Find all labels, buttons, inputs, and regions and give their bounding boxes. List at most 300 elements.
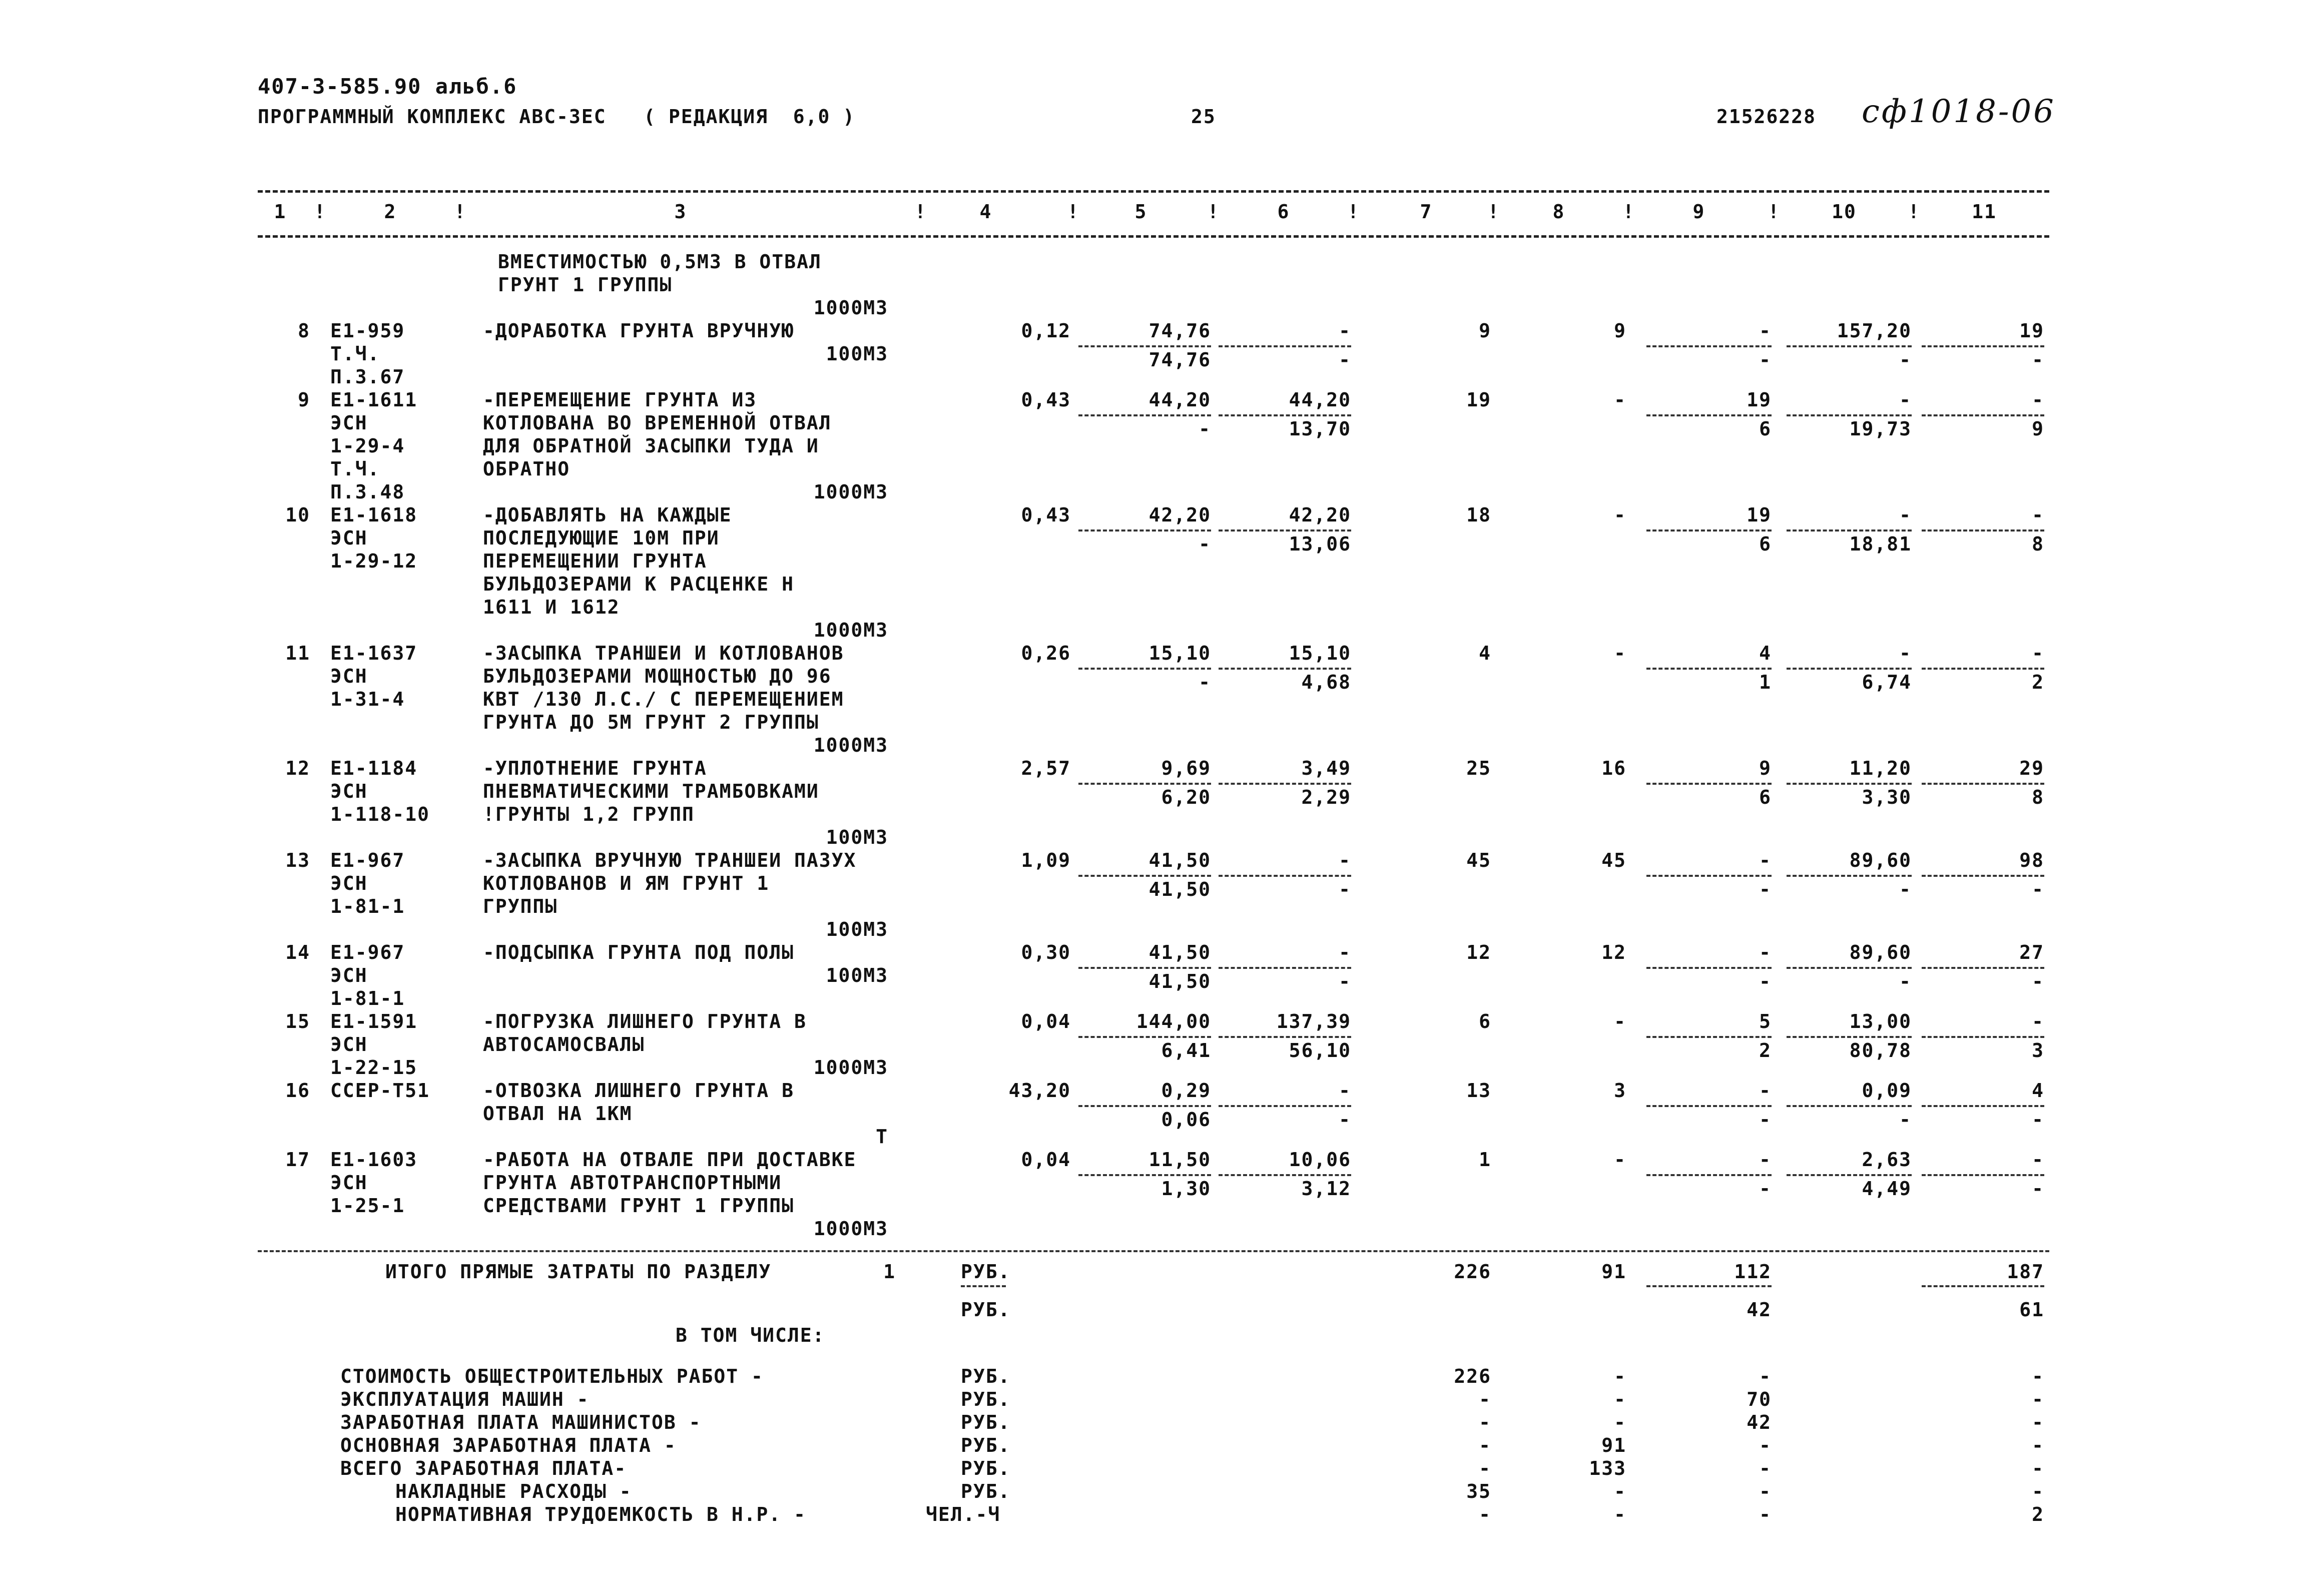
value-c4: 1,09 — [1021, 849, 1071, 871]
summary-label: ВСЕГО ЗАРАБОТНАЯ ПЛАТА- — [340, 1457, 627, 1479]
rate-code: ЭСН — [330, 1172, 368, 1194]
value-c4: 0,04 — [1021, 1010, 1071, 1032]
row-divider — [1078, 414, 1211, 416]
value-c9b: 2 — [1759, 1039, 1772, 1061]
row-divider — [1787, 783, 1912, 785]
value-c11: - — [2032, 642, 2044, 664]
work-description: -ПОДСЫПКА ГРУНТА ПОД ПОЛЫ — [483, 941, 794, 963]
value-c4: 0,30 — [1021, 941, 1071, 963]
value-c6b: 2,29 — [1301, 786, 1351, 808]
totals-c11: 187 — [2007, 1261, 2044, 1283]
rate-code: Е1-1603 — [330, 1149, 418, 1171]
value-c5: 44,20 — [1148, 389, 1211, 411]
row-divider — [1646, 1036, 1772, 1038]
work-description: БУЛЬДОЗЕРАМИ МОЩНОСТЬЮ ДО 96 — [483, 665, 832, 687]
row-divider — [1787, 345, 1912, 347]
summary-label: ЗАРАБОТНАЯ ПЛАТА МАШИНИСТОВ - — [340, 1411, 702, 1433]
rate-code: Е1-1611 — [330, 389, 418, 411]
row-divider — [1078, 529, 1211, 531]
row-number: 9 — [298, 389, 310, 411]
value-c8: 12 — [1601, 941, 1626, 963]
rate-code: 1-81-1 — [330, 895, 405, 917]
value-c10: - — [1899, 642, 1912, 664]
continuation-text: ГРУНТ 1 ГРУППЫ — [498, 274, 673, 296]
unit-label: 1000М3 — [813, 619, 888, 641]
column-number: 6 — [1277, 201, 1290, 223]
summary-unit: РУБ. — [961, 1365, 1011, 1387]
value-c10b: 4,49 — [1862, 1178, 1912, 1200]
row-divider — [1922, 783, 2044, 785]
row-divider — [1078, 875, 1211, 877]
value-c5b: 1,30 — [1161, 1178, 1211, 1200]
value-c10: 11,20 — [1849, 757, 1912, 779]
handwritten-note: сф1018-06 — [1862, 93, 2056, 130]
value-c10b: - — [1899, 349, 1912, 371]
rate-code: Е1-967 — [330, 849, 405, 871]
value-c11: - — [2032, 1149, 2044, 1171]
work-description: -УПЛОТНЕНИЕ ГРУНТА — [483, 757, 707, 779]
rate-code: 1-22-15 — [330, 1056, 418, 1079]
value-c5: 11,50 — [1148, 1149, 1211, 1171]
unit-label: Т — [876, 1126, 888, 1148]
rate-code: ЭСН — [330, 872, 368, 894]
value-c10: 89,60 — [1849, 849, 1912, 871]
value-c10b: 3,30 — [1862, 786, 1912, 808]
value-c11: - — [2032, 389, 2044, 411]
summary-unit: РУБ. — [961, 1457, 1011, 1479]
row-divider — [1922, 1105, 2044, 1107]
row-divider — [1922, 414, 2044, 416]
value-c11b: 2 — [2032, 671, 2044, 693]
value-c11b: - — [2032, 1178, 2044, 1200]
value-c6: 44,20 — [1289, 389, 1351, 411]
row-divider — [1219, 875, 1351, 877]
value-c9: 19 — [1747, 389, 1772, 411]
value-c4: 0,43 — [1021, 389, 1071, 411]
summary-label: СТОИМОСТЬ ОБЩЕСТРОИТЕЛЬНЫХ РАБОТ - — [340, 1365, 764, 1387]
row-number: 12 — [285, 757, 310, 779]
rate-code: П.3.67 — [330, 366, 405, 388]
value-c9: - — [1759, 1080, 1772, 1102]
unit-label: 100М3 — [826, 826, 888, 848]
summary-c8: - — [1614, 1480, 1626, 1502]
value-c5b: - — [1199, 671, 1211, 693]
value-c6: 10,06 — [1289, 1149, 1351, 1171]
row-divider — [1646, 414, 1772, 416]
value-c9b: - — [1759, 878, 1772, 900]
work-description: -РАБОТА НА ОТВАЛЕ ПРИ ДОСТАВКЕ — [483, 1149, 857, 1171]
value-c10b: 19,73 — [1849, 418, 1912, 440]
value-c9b: - — [1759, 970, 1772, 992]
summary-c9: - — [1759, 1434, 1772, 1456]
value-c5: 74,76 — [1148, 320, 1211, 342]
value-c6: - — [1339, 1080, 1351, 1102]
value-c5: 42,20 — [1148, 504, 1211, 526]
value-c10b: 6,74 — [1862, 671, 1912, 693]
column-separator: ! — [1347, 201, 1360, 223]
value-c11: - — [2032, 504, 2044, 526]
row-divider — [1219, 1036, 1351, 1038]
summary-c9: 42 — [1747, 1411, 1772, 1433]
document-number: 21526228 — [1716, 106, 1817, 128]
summary-c9: - — [1759, 1480, 1772, 1502]
continuation-text: ВМЕСТИМОСТЬЮ 0,5М3 В ОТВАЛ — [498, 251, 822, 273]
totals-label: ИТОГО ПРЯМЫЕ ЗАТРАТЫ ПО РАЗДЕЛУ — [385, 1261, 772, 1283]
value-c5: 144,00 — [1136, 1010, 1211, 1032]
value-c5: 41,50 — [1148, 941, 1211, 963]
work-description: БУЛЬДОЗЕРАМИ К РАСЦЕНКЕ Н — [483, 573, 794, 595]
work-description: КОТЛОВАНОВ И ЯМ ГРУНТ 1 — [483, 872, 770, 894]
work-description: -ДОРАБОТКА ГРУНТА ВРУЧНУЮ — [483, 320, 794, 342]
summary-c8: - — [1614, 1411, 1626, 1433]
column-separator: ! — [1768, 201, 1781, 223]
row-divider — [1219, 1105, 1351, 1107]
row-divider — [1787, 1036, 1912, 1038]
value-c6: 3,49 — [1301, 757, 1351, 779]
row-divider — [1787, 967, 1912, 969]
rate-code: Е1-967 — [330, 941, 405, 963]
value-c9: 4 — [1759, 642, 1772, 664]
value-c11b: - — [2032, 970, 2044, 992]
column-number: 9 — [1692, 201, 1705, 223]
column-number: 10 — [1832, 201, 1857, 223]
work-description: СРЕДСТВАМИ ГРУНТ 1 ГРУППЫ — [483, 1195, 794, 1217]
column-separator: ! — [1207, 201, 1220, 223]
totals-unit: РУБ. — [961, 1261, 1011, 1283]
value-c5b: 41,50 — [1148, 878, 1211, 900]
value-c6b: 3,12 — [1301, 1178, 1351, 1200]
value-c10b: 18,81 — [1849, 533, 1912, 555]
unit-label: 100М3 — [826, 918, 888, 940]
value-c6b: - — [1339, 878, 1351, 900]
row-divider — [1646, 345, 1772, 347]
unit-label: 1000М3 — [813, 734, 888, 756]
subtitle: В ТОМ ЧИСЛЕ: — [676, 1324, 825, 1346]
summary-c7: 35 — [1466, 1480, 1491, 1502]
row-divider — [1646, 967, 1772, 969]
row-number: 11 — [285, 642, 310, 664]
row-divider — [1078, 783, 1211, 785]
value-c6b: - — [1339, 349, 1351, 371]
totals-c9: 112 — [1734, 1261, 1772, 1283]
work-description: ПНЕВМАТИЧЕСКИМИ ТРАМБОВКАМИ — [483, 780, 819, 802]
value-c7: 1 — [1479, 1149, 1491, 1171]
rate-code: 1-29-12 — [330, 550, 418, 572]
work-description: 1611 И 1612 — [483, 596, 620, 618]
value-c4: 0,43 — [1021, 504, 1071, 526]
summary-label: ОСНОВНАЯ ЗАРАБОТНАЯ ПЛАТА - — [340, 1434, 677, 1456]
value-c10: - — [1899, 389, 1912, 411]
rate-code: Е1-1591 — [330, 1010, 418, 1032]
row-divider — [1078, 1105, 1211, 1107]
value-c4: 43,20 — [1008, 1080, 1071, 1102]
summary-c9: - — [1759, 1457, 1772, 1479]
value-c11b: 9 — [2032, 418, 2044, 440]
column-number: 2 — [384, 201, 397, 223]
row-number: 13 — [285, 849, 310, 871]
value-c5: 9,69 — [1161, 757, 1211, 779]
rate-code: 1-118-10 — [330, 803, 430, 825]
row-divider — [1646, 1174, 1772, 1176]
value-c6: 15,10 — [1289, 642, 1351, 664]
value-c5b: - — [1199, 418, 1211, 440]
work-description: АВТОСАМОСВАЛЫ — [483, 1033, 645, 1055]
row-number: 8 — [298, 320, 310, 342]
column-number: 4 — [979, 201, 992, 223]
value-c11b: 8 — [2032, 786, 2044, 808]
rate-code: Т.Ч. — [330, 458, 380, 480]
summary-c11: - — [2032, 1365, 2044, 1387]
summary-unit: РУБ. — [961, 1411, 1011, 1433]
value-c8: - — [1614, 389, 1626, 411]
summary-label: НАКЛАДНЫЕ РАСХОДЫ - — [395, 1480, 632, 1502]
rate-code: ЭСН — [330, 780, 368, 802]
value-c8: 16 — [1601, 757, 1626, 779]
row-number: 17 — [285, 1149, 310, 1171]
summary-c7: - — [1479, 1503, 1491, 1525]
value-c10b: - — [1899, 878, 1912, 900]
rate-code: ССЕР-Т51 — [330, 1080, 430, 1102]
value-c9: - — [1759, 941, 1772, 963]
value-c7: 12 — [1466, 941, 1491, 963]
row-divider — [1922, 875, 2044, 877]
column-number: 5 — [1134, 201, 1147, 223]
row-divider — [1219, 414, 1351, 416]
value-c11b: 8 — [2032, 533, 2044, 555]
work-description: ДЛЯ ОБРАТНОЙ ЗАСЫПКИ ТУДА И — [483, 435, 819, 457]
value-c9: - — [1759, 849, 1772, 871]
value-c11b: - — [2032, 1109, 2044, 1131]
value-c11: 4 — [2032, 1080, 2044, 1102]
summary-label: НОРМАТИВНАЯ ТРУДОЕМКОСТЬ В Н.Р. - — [395, 1503, 806, 1525]
value-c6b: 13,70 — [1289, 418, 1351, 440]
section-rule — [258, 1250, 2049, 1252]
rate-code: Е1-1618 — [330, 504, 418, 526]
column-number: 3 — [674, 201, 687, 223]
value-c8: - — [1614, 504, 1626, 526]
value-c11: 98 — [2019, 849, 2044, 871]
column-separator: ! — [1487, 201, 1500, 223]
value-c4: 2,57 — [1021, 757, 1071, 779]
summary-c11: 2 — [2032, 1503, 2044, 1525]
value-c6: - — [1339, 320, 1351, 342]
work-description: ПЕРЕМЕЩЕНИИ ГРУНТА — [483, 550, 707, 572]
summary-c8: - — [1614, 1388, 1626, 1410]
unit-label: 1000М3 — [813, 481, 888, 503]
value-c7: 4 — [1479, 642, 1491, 664]
value-c9: 9 — [1759, 757, 1772, 779]
summary-c11: - — [2032, 1480, 2044, 1502]
value-c6b: 13,06 — [1289, 533, 1351, 555]
value-c8: - — [1614, 1010, 1626, 1032]
value-c10b: 80,78 — [1849, 1039, 1912, 1061]
summary-label: ЭКСПЛУАТАЦИЯ МАШИН - — [340, 1388, 590, 1410]
value-c5: 15,10 — [1148, 642, 1211, 664]
rate-code: Е1-959 — [330, 320, 405, 342]
row-divider — [1078, 967, 1211, 969]
value-c10: 157,20 — [1837, 320, 1912, 342]
row-divider — [1646, 875, 1772, 877]
program-title: ПРОГРАММНЫЙ КОМПЛЕКС АВС-3ЕС ( РЕДАКЦИЯ 6,0 ) — [258, 106, 856, 128]
value-c11b: - — [2032, 349, 2044, 371]
value-c9b: - — [1759, 1109, 1772, 1131]
column-separator: ! — [314, 201, 327, 223]
value-c5b: 0,06 — [1161, 1109, 1211, 1131]
work-description: ОТВАЛ НА 1КМ — [483, 1103, 633, 1125]
value-c11: - — [2032, 1010, 2044, 1032]
work-description: КОТЛОВАНА ВО ВРЕМЕННОЙ ОТВАЛ — [483, 412, 832, 434]
summary-c7: - — [1479, 1457, 1491, 1479]
summary-c11: - — [2032, 1434, 2044, 1456]
totals-section: 1 — [883, 1261, 896, 1283]
summary-c11: - — [2032, 1411, 2044, 1433]
value-c9: 19 — [1747, 504, 1772, 526]
totals-c9b: 42 — [1747, 1299, 1772, 1321]
summary-c9: - — [1759, 1503, 1772, 1525]
column-number: 7 — [1420, 201, 1433, 223]
value-c11: 27 — [2019, 941, 2044, 963]
column-number: 1 — [274, 201, 287, 223]
column-number: 8 — [1552, 201, 1565, 223]
row-divider — [1078, 668, 1211, 670]
value-c6: 42,20 — [1289, 504, 1351, 526]
rate-code: П.3.48 — [330, 481, 405, 503]
work-description: КВТ /130 Л.С./ С ПЕРЕМЕЩЕНИЕМ — [483, 688, 844, 710]
page-number: 25 — [1191, 106, 1216, 128]
rate-code: ЭСН — [330, 665, 368, 687]
value-c11b: 3 — [2032, 1039, 2044, 1061]
totals-divider — [1646, 1285, 1772, 1287]
totals-c8: 91 — [1601, 1261, 1626, 1283]
value-c8: - — [1614, 1149, 1626, 1171]
totals-c11b: 61 — [2019, 1299, 2044, 1321]
rate-code: 1-25-1 — [330, 1195, 405, 1217]
row-divider — [1219, 529, 1351, 531]
value-c9: - — [1759, 320, 1772, 342]
summary-c7: - — [1479, 1434, 1491, 1456]
row-divider — [1922, 1036, 2044, 1038]
work-description: ПОСЛЕДУЮЩИЕ 10М ПРИ — [483, 527, 720, 549]
value-c9b: - — [1759, 349, 1772, 371]
value-c10: 0,09 — [1862, 1080, 1912, 1102]
column-separator: ! — [1067, 201, 1080, 223]
value-c6b: - — [1339, 1109, 1351, 1131]
value-c11: 29 — [2019, 757, 2044, 779]
value-c10b: - — [1899, 970, 1912, 992]
work-description: -ПЕРЕМЕЩЕНИЕ ГРУНТА ИЗ — [483, 389, 757, 411]
rate-code: 1-31-4 — [330, 688, 405, 710]
work-description: ГРУНТА ДО 5М ГРУНТ 2 ГРУППЫ — [483, 711, 819, 733]
value-c10b: - — [1899, 1109, 1912, 1131]
row-divider — [1646, 783, 1772, 785]
summary-unit: РУБ. — [961, 1480, 1011, 1502]
work-description: ГРУНТА АВТОТРАНСПОРТНЫМИ — [483, 1172, 782, 1194]
row-divider — [1219, 668, 1351, 670]
work-description: -ЗАСЫПКА ВРУЧНУЮ ТРАНШЕИ ПАЗУХ — [483, 849, 857, 871]
work-description: ГРУППЫ — [483, 895, 558, 917]
column-separator: ! — [454, 201, 467, 223]
row-divider — [1922, 345, 2044, 347]
value-c5b: 6,41 — [1161, 1039, 1211, 1061]
value-c10: 2,63 — [1862, 1149, 1912, 1171]
row-divider — [1219, 1174, 1351, 1176]
rate-code: ЭСН — [330, 1033, 368, 1055]
value-c9: - — [1759, 1149, 1772, 1171]
unit-label: 1000М3 — [813, 1218, 888, 1240]
document-code: 407-3-585.90 альб.6 — [258, 74, 517, 99]
value-c9b: 6 — [1759, 533, 1772, 555]
summary-c8: - — [1614, 1503, 1626, 1525]
rate-code: ЭСН — [330, 527, 368, 549]
value-c4: 0,04 — [1021, 1149, 1071, 1171]
row-divider — [1787, 668, 1912, 670]
row-divider — [1219, 345, 1351, 347]
value-c5b: 74,76 — [1148, 349, 1211, 371]
value-c8: 45 — [1601, 849, 1626, 871]
rate-code: ЭСН — [330, 412, 368, 434]
row-divider — [1078, 1174, 1211, 1176]
rate-code: Е1-1637 — [330, 642, 418, 664]
value-c6b: 56,10 — [1289, 1039, 1351, 1061]
value-c11b: - — [2032, 878, 2044, 900]
work-description: -ОТВОЗКА ЛИШНЕГО ГРУНТА В — [483, 1080, 794, 1102]
work-description: -ДОБАВЛЯТЬ НА КАЖДЫЕ — [483, 504, 732, 526]
column-separator: ! — [914, 201, 927, 223]
value-c7: 18 — [1466, 504, 1491, 526]
column-number: 11 — [1972, 201, 1997, 223]
summary-c8: 91 — [1601, 1434, 1626, 1456]
value-c9b: 6 — [1759, 418, 1772, 440]
row-number: 16 — [285, 1080, 310, 1102]
summary-unit: РУБ. — [961, 1388, 1011, 1410]
value-c6: - — [1339, 849, 1351, 871]
work-description: !ГРУНТЫ 1,2 ГРУПП — [483, 803, 695, 825]
summary-c7: 226 — [1454, 1365, 1491, 1387]
value-c8: - — [1614, 642, 1626, 664]
value-c6b: - — [1339, 970, 1351, 992]
unit-label: 100М3 — [826, 343, 888, 365]
work-description: -ПОГРУЗКА ЛИШНЕГО ГРУНТА В — [483, 1010, 807, 1032]
value-c6: - — [1339, 941, 1351, 963]
value-c4: 0,12 — [1021, 320, 1071, 342]
row-divider — [1646, 529, 1772, 531]
summary-unit: РУБ. — [961, 1434, 1011, 1456]
value-c5b: 41,50 — [1148, 970, 1211, 992]
summary-c9: 70 — [1747, 1388, 1772, 1410]
row-number: 10 — [285, 504, 310, 526]
row-divider — [1646, 1105, 1772, 1107]
rate-code: ЭСН — [330, 964, 368, 986]
summary-c9: - — [1759, 1365, 1772, 1387]
row-divider — [1922, 529, 2044, 531]
rate-code: 1-81-1 — [330, 987, 405, 1009]
header-rule-bottom — [258, 235, 2049, 238]
row-divider — [1646, 668, 1772, 670]
row-divider — [1787, 414, 1912, 416]
row-divider — [1219, 967, 1351, 969]
value-c6b: 4,68 — [1301, 671, 1351, 693]
value-c9b: 6 — [1759, 786, 1772, 808]
value-c6: 137,39 — [1276, 1010, 1351, 1032]
row-divider — [1787, 529, 1912, 531]
row-divider — [1078, 1036, 1211, 1038]
unit-label: 100М3 — [826, 964, 888, 986]
summary-c8: 133 — [1589, 1457, 1626, 1479]
row-divider — [1922, 967, 2044, 969]
value-c5: 0,29 — [1161, 1080, 1211, 1102]
value-c8: 3 — [1614, 1080, 1626, 1102]
value-c5: 41,50 — [1148, 849, 1211, 871]
